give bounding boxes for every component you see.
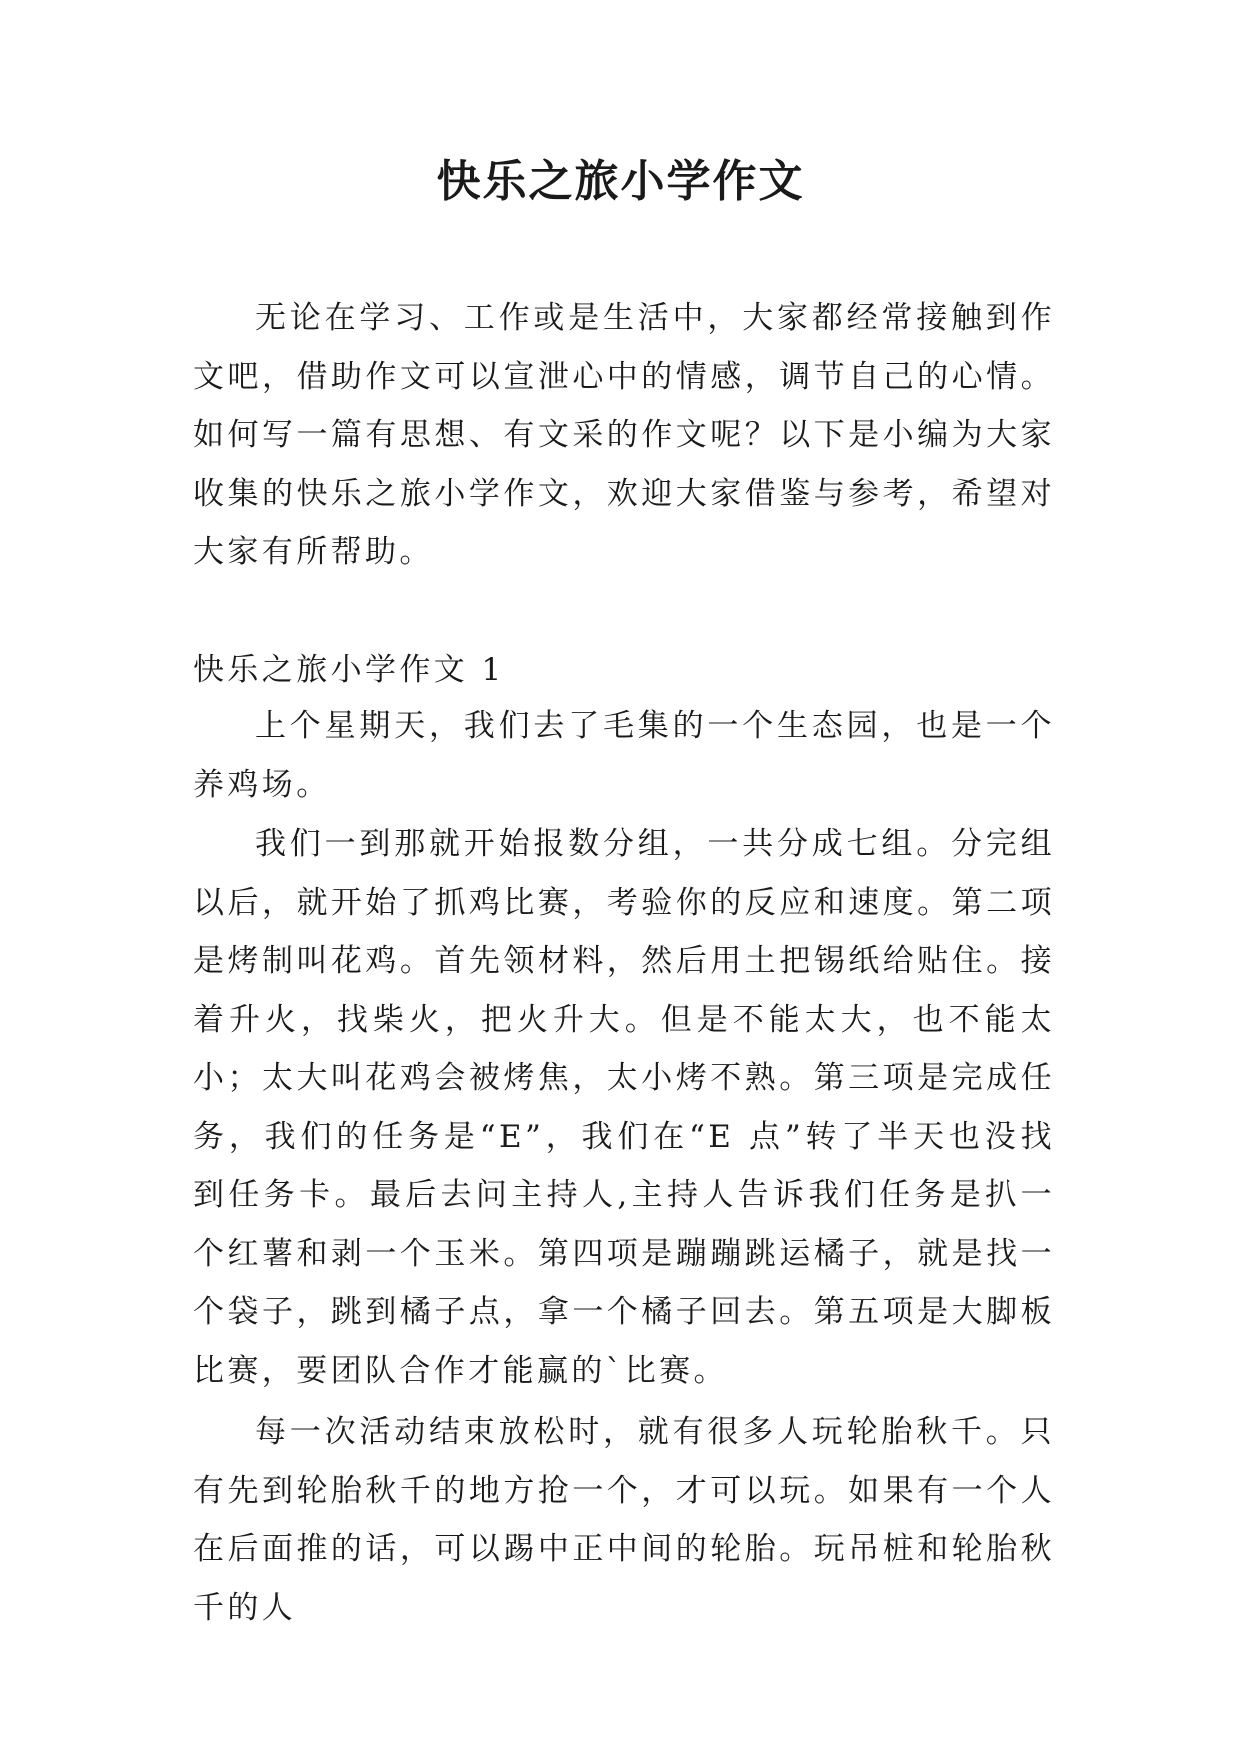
body-paragraph-1: 上个星期天，我们去了毛集的一个生态园，也是一个养鸡场。 bbox=[193, 708, 1055, 803]
body-paragraph-2: 我们一到那就开始报数分组，一共分成七组。分完组以后，就开始了抓鸡比赛，考验你的反应和速度。第二项是烤制叫花鸡。首先领材料，然后用土把锡纸给贴住。接着升火，找柴火，把火升大。但是不能太大，也不能太小；太大叫花鸡会被烤焦，太小烤不熟。第三项是完成任务，我们的任务是“E”，我们在“E 点”转了半天也没找到任务卡。最后去问主持人,主持人告诉我们任务是扒一个红薯和剥一个玉米。第四项是蹦蹦跳运橘子，就是找一个袋子，跳到橘子点，拿一个橘子回去。第五项是大脚板比赛，要团队合作才能赢的`比赛。 bbox=[193, 826, 1055, 1389]
section-heading: 快乐之旅小学作文 1 bbox=[193, 652, 505, 688]
body-paragraph-3: 每一次活动结束放松时，就有很多人玩轮胎秋千。只有先到轮胎秋千的地方抢一个，才可以玩。如果有一个人在后面推的话，可以踢中正中间的轮胎。玩吊桩和轮胎秋千的人 bbox=[193, 1414, 1055, 1626]
intro-paragraph: 无论在学习、工作或是生活中，大家都经常接触到作文吧，借助作文可以宣泄心中的情感，调节自己的心情。如何写一篇有思想、有文采的作文呢？以下是小编为大家收集的快乐之旅小学作文，欢迎大家借鉴与参考，希望对大家有所帮助。 bbox=[193, 300, 1055, 570]
document-title: 快乐之旅小学作文 bbox=[436, 156, 805, 207]
